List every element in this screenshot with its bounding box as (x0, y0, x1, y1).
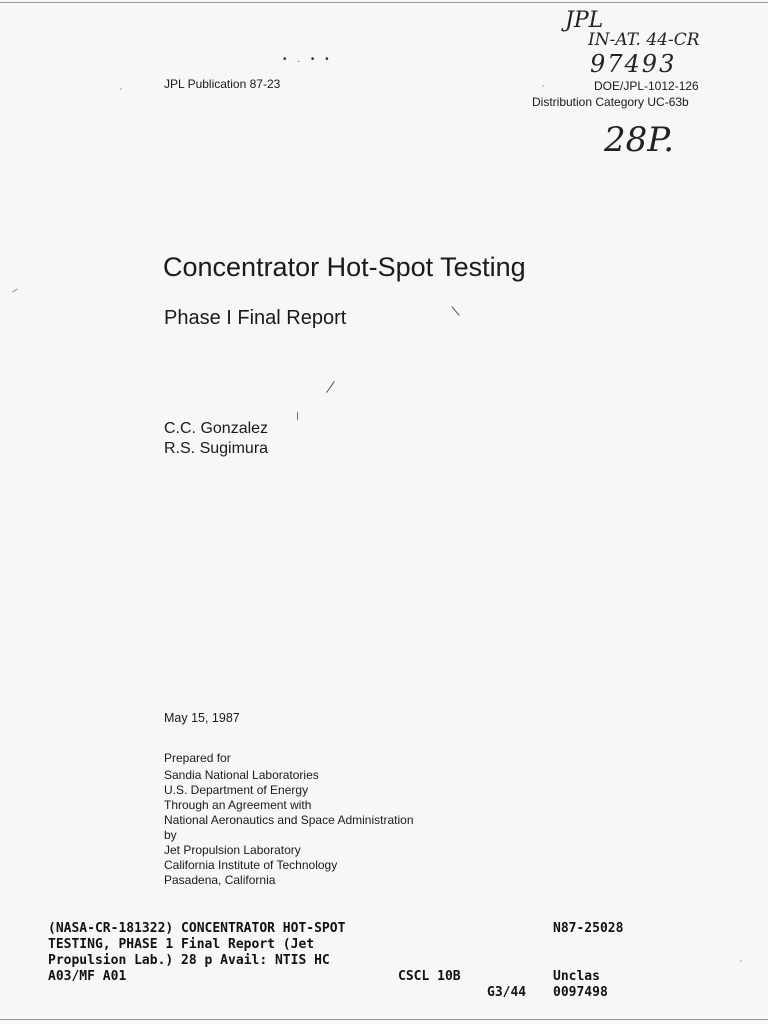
catalog-line-3: Propulsion Lab.) 28 p Avail: NTIS HC (48, 953, 330, 968)
group-code: G3/44 (487, 985, 527, 1000)
report-subtitle: Phase I Final Report (164, 307, 347, 329)
jpl-name: Jet Propulsion Laboratory (164, 843, 301, 857)
publication-number: JPL Publication 87-23 (164, 77, 281, 91)
by-label: by (164, 828, 177, 842)
scan-mark (12, 289, 18, 293)
caltech-name: California Institute of Technology (164, 858, 338, 872)
scan-mark (451, 306, 459, 316)
handwritten-pages: 28P. (604, 120, 675, 160)
scan-speck (120, 88, 122, 90)
report-title: Concentrator Hot-Spot Testing (163, 252, 526, 282)
record-number: 0097498 (553, 985, 608, 1000)
nasa-name: National Aeronautics and Space Administration (164, 813, 414, 827)
doe-number: DOE/JPL-1012-126 (594, 79, 699, 93)
catalog-line-1: (NASA-CR-181322) CONCENTRATOR HOT-SPOT (48, 921, 346, 936)
unclas-label: Unclas (553, 969, 600, 984)
sandia-lab: Sandia National Laboratories (164, 768, 319, 782)
top-border-line (0, 2, 768, 3)
handwritten-category: IN-AT. 44-CR (588, 30, 700, 50)
cscl-code: CSCL 10B (398, 969, 461, 984)
prepared-block (164, 751, 414, 888)
authors (164, 419, 268, 459)
scan-mark (297, 412, 298, 420)
scan-speck (740, 960, 742, 962)
scan-mark (326, 381, 335, 393)
catalog-record (48, 921, 345, 985)
pasadena-city: Pasadena, California (164, 873, 276, 887)
bottom-border-line (0, 1019, 768, 1020)
accession-number: N87-25028 (553, 921, 624, 936)
author-2: R.S. Sugimura (164, 440, 269, 457)
print-dots: • . • • (283, 54, 333, 65)
prepared-for-label: Prepared for (164, 751, 231, 765)
through-agreement: Through an Agreement with (164, 798, 312, 812)
doe-dept: U.S. Department of Energy (164, 783, 309, 797)
catalog-line-4: A03/MF A01 (48, 969, 127, 984)
catalog-line-2: TESTING, PHASE 1 Final Report (Jet (48, 937, 315, 952)
author-1: C.C. Gonzalez (164, 420, 269, 437)
report-date: May 15, 1987 (164, 711, 240, 725)
handwritten-jpl: JPL (565, 8, 604, 33)
distribution-category: Distribution Category UC-63b (532, 95, 689, 109)
scan-speck (542, 85, 544, 87)
handwritten-number: 97493 (590, 50, 677, 78)
